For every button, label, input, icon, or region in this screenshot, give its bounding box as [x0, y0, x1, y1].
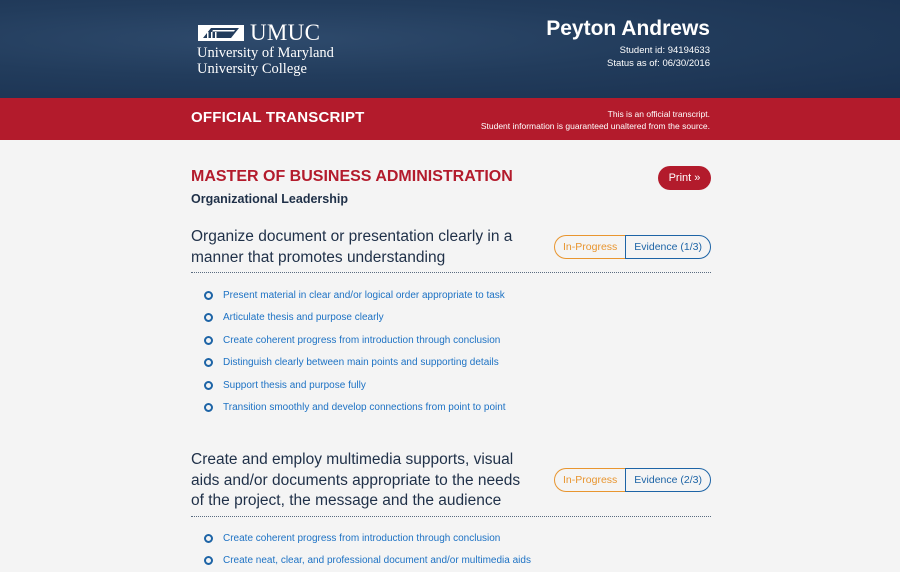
- circle-outline-icon: [204, 291, 213, 300]
- student-info: [546, 17, 710, 70]
- circle-outline-icon: [204, 556, 213, 565]
- official-transcript-banner: [0, 98, 900, 140]
- dotted-divider: [191, 516, 711, 517]
- circle-outline-icon: [204, 313, 213, 322]
- print-button[interactable]: Print »: [658, 166, 711, 190]
- criterion-item: [204, 397, 506, 420]
- competency-title: Create and employ multimedia supports, visual aids and/or documents appropriate to the needs of the project, the message and the audience: [191, 451, 521, 509]
- criterion-item: [204, 374, 506, 397]
- criterion-item: [204, 527, 531, 550]
- circle-outline-icon: [204, 358, 213, 367]
- banner-note-line: Student information is guaranteed unaltered from the source.: [480, 121, 710, 131]
- evidence-button[interactable]: Evidence (1/3): [625, 235, 711, 259]
- criterion-item: [204, 284, 506, 307]
- umuc-logo[interactable]: [197, 22, 334, 77]
- umuc-building-logo-icon: [197, 24, 245, 42]
- competency-status-group: [554, 235, 711, 259]
- criterion-item: [204, 352, 506, 375]
- criterion-link[interactable]: Support thesis and purpose fully: [223, 379, 366, 391]
- circle-outline-icon: [204, 534, 213, 543]
- banner-note: [481, 108, 710, 132]
- competency-status-group: [554, 468, 711, 492]
- competency-title: Organize document or presentation clearly in a manner that promotes understanding: [191, 228, 513, 266]
- criterion-link[interactable]: Create coherent progress from introduction through conclusion: [223, 532, 501, 544]
- transcript-header: [0, 0, 900, 98]
- dotted-divider: [191, 272, 711, 273]
- competency-section: [191, 227, 711, 268]
- criterion-link[interactable]: Distinguish clearly between main points and supporting details: [223, 357, 499, 369]
- criterion-item: [204, 329, 506, 352]
- student-id: Student id: 94194633: [619, 45, 710, 56]
- status-date: Status as of: 06/30/2016: [607, 58, 710, 69]
- in-progress-badge[interactable]: In-Progress: [554, 468, 625, 492]
- criterion-link[interactable]: Transition smoothly and develop connections from point to point: [223, 402, 506, 414]
- in-progress-badge[interactable]: In-Progress: [554, 235, 625, 259]
- banner-note-line: This is an official transcript.: [607, 109, 710, 119]
- evidence-button[interactable]: Evidence (2/3): [625, 468, 711, 492]
- criterion-link[interactable]: Present material in clear and/or logical order appropriate to task: [223, 289, 505, 301]
- logo-college-name: University College: [197, 61, 307, 77]
- student-name: Peyton Andrews: [546, 17, 710, 40]
- criterion-link[interactable]: Create neat, clear, and professional document and/or multimedia aids: [223, 555, 531, 567]
- competency-section: [191, 450, 711, 512]
- criterion-item: [204, 307, 506, 330]
- criterion-item: [204, 550, 531, 572]
- degree-title: MASTER OF BUSINESS ADMINISTRATION: [191, 168, 513, 185]
- circle-outline-icon: [204, 336, 213, 345]
- criterion-link[interactable]: Create coherent progress from introduction through conclusion: [223, 334, 501, 346]
- logo-abbreviation: UMUC: [250, 20, 321, 45]
- logo-university-name: University of Maryland: [197, 45, 334, 61]
- circle-outline-icon: [204, 381, 213, 390]
- circle-outline-icon: [204, 403, 213, 412]
- criterion-link[interactable]: Articulate thesis and purpose clearly: [223, 312, 384, 324]
- banner-title: OFFICIAL TRANSCRIPT: [191, 109, 365, 126]
- criteria-list: [204, 284, 506, 419]
- program-name: Organizational Leadership: [191, 192, 348, 206]
- criteria-list: [204, 527, 531, 572]
